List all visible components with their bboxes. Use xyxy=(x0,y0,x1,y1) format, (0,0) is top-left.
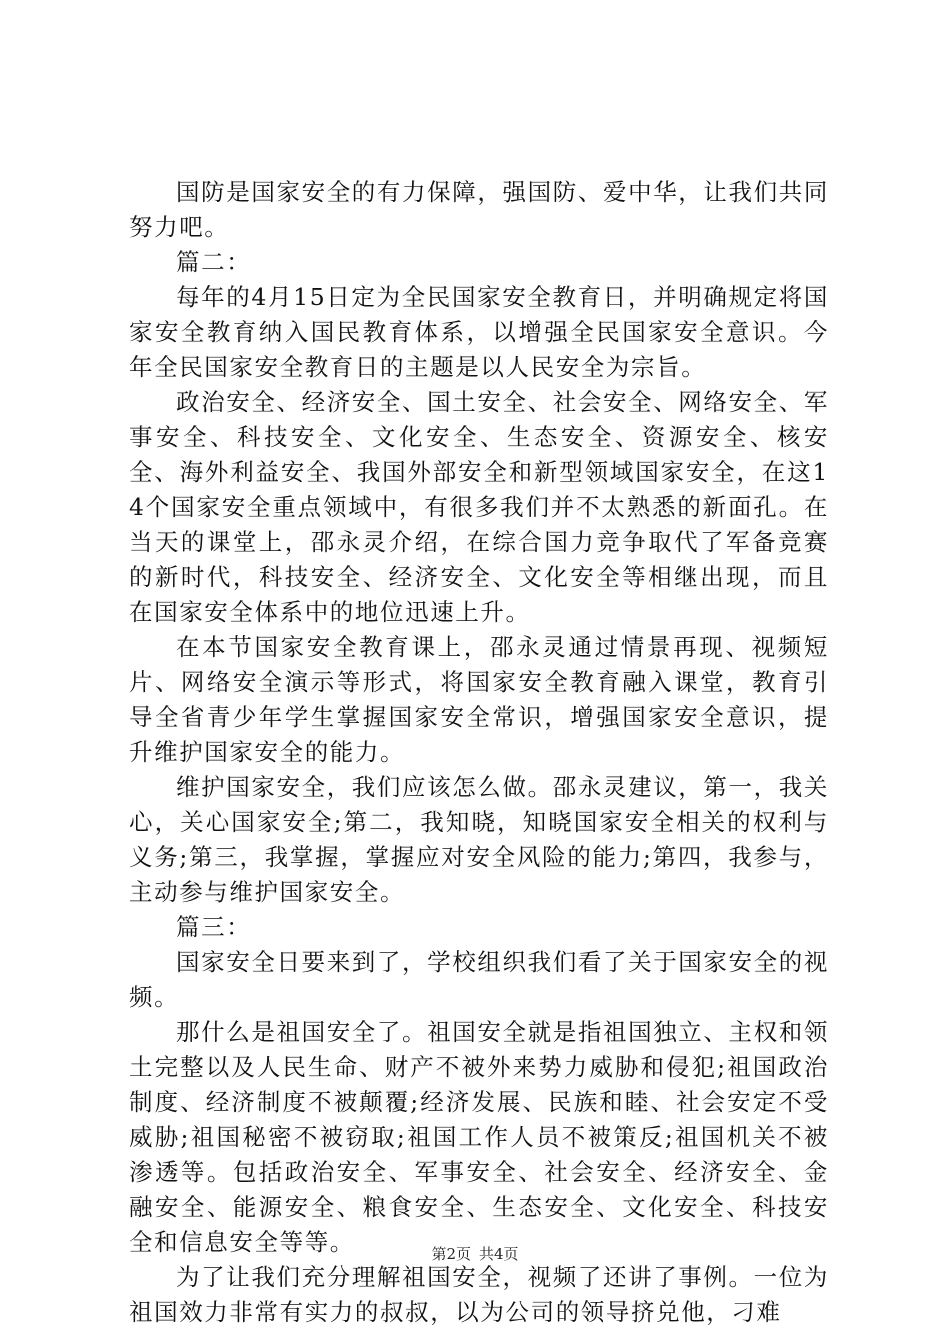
paragraph: 国家安全日要来到了，学校组织我们看了关于国家安全的视频。 xyxy=(129,948,829,1011)
paragraph: 每年的4月15日定为全民国家安全教育日，并明确规定将国家安全教育纳入国民教育体系，以增强全民国家安全意识。今年全民国家安全教育日的主题是以人民安全为宗旨。 xyxy=(129,283,829,381)
paragraph: 国防是国家安全的有力保障，强国防、爱中华，让我们共同努力吧。 xyxy=(129,178,829,241)
page-total: 共4页 xyxy=(479,1245,519,1263)
section-heading: 篇三： xyxy=(176,913,252,941)
document-body xyxy=(129,175,829,1330)
page-number: 第2页 xyxy=(431,1245,471,1263)
paragraph: 为了让我们充分理解祖国安全，视频了还讲了事例。一位为祖国效力非常有实力的叔叔，以为公司的领导挤兑他，刁难 xyxy=(129,1263,829,1326)
paragraph: 维护国家安全，我们应该怎么做。邵永灵建议，第一，我关心，关心国家安全;第二，我知晓，知晓国家安全相关的权利与义务;第三，我掌握，掌握应对安全风险的能力;第四，我参与，主动参与维护国家安全。 xyxy=(129,773,829,906)
paragraph: 政治安全、经济安全、国土安全、社会安全、网络安全、军事安全、科技安全、文化安全、生态安全、资源安全、核安全、海外利益安全、我国外部安全和新型领域国家安全，在这14个国家安全重点领域中，有很多我们并不太熟悉的新面孔。在当天的课堂上，邵永灵介绍，在综合国力竞争取代了军备竞赛的新时代，科技安全、经济安全、文化安全等相继出现，而且在国家安全体系中的地位迅速上升。 xyxy=(129,388,829,626)
section-heading: 篇二： xyxy=(176,248,252,276)
paragraph: 那什么是祖国安全了。祖国安全就是指祖国独立、主权和领土完整以及人民生命、财产不被外来势力威胁和侵犯;祖国政治制度、经济制度不被颠覆;经济发展、民族和睦、社会安定不受威胁;祖国秘密不被窃取;祖国工作人员不被策反;祖国机关不被渗透等。包括政治安全、军事安全、社会安全、经济安全、金融安全、能源安全、粮食安全、生态安全、文化安全、科技安全和信息安全等等。 xyxy=(129,1018,829,1256)
page-footer xyxy=(0,1244,950,1264)
paragraph: 在本节国家安全教育课上，邵永灵通过情景再现、视频短片、网络安全演示等形式，将国家安全教育融入课堂，教育引导全省青少年学生掌握国家安全常识，增强国家安全意识，提升维护国家安全的能力。 xyxy=(129,633,829,766)
